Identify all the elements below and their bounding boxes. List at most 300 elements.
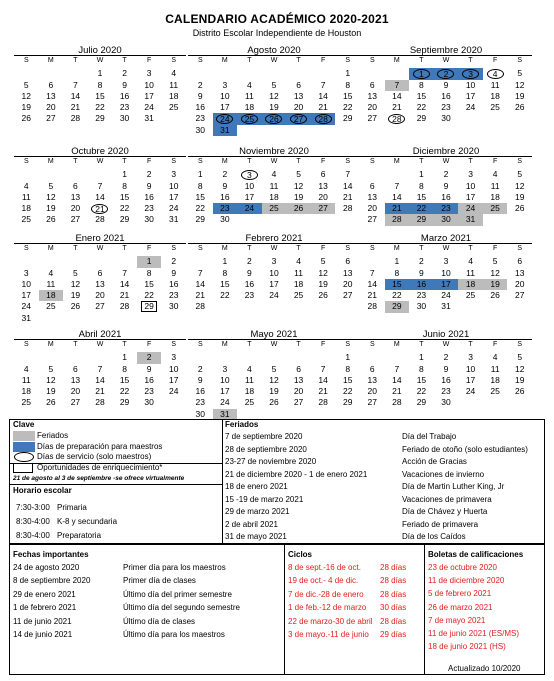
cycle-days: 28 días [380, 576, 407, 586]
calendar-day: 31 [441, 301, 451, 312]
calendar-day: 26 [286, 203, 311, 214]
day-header: T [419, 341, 424, 348]
calendar-day: 21 [367, 290, 378, 301]
calendar-day: 6 [296, 363, 301, 374]
report-card-date: 7 de mayo 2021 [428, 615, 486, 625]
day-header: S [369, 245, 375, 252]
calendar-day: 15 [119, 191, 130, 202]
calendar-day: 3 [171, 352, 177, 363]
calendar-day: 21 [95, 386, 105, 397]
calendar-day: 20 [367, 203, 378, 214]
cycle-range: 22 de marzo-30 de abril [288, 616, 373, 626]
schedule-time: 7:30-3:00 [16, 503, 50, 512]
month-calendar [360, 46, 532, 128]
calendar-day: 13 [46, 90, 56, 101]
report-cards-heading: Boletas de calificaciones [428, 550, 524, 559]
calendar-day: 27 [367, 397, 378, 408]
calendar-day: 13 [367, 374, 378, 385]
holiday-date: 15 -19 de marzo 2021 [225, 494, 304, 504]
calendar-day: 9 [222, 180, 228, 191]
calendar-day: 10 [168, 363, 179, 374]
cycle-days: 28 días [380, 589, 407, 599]
calendar-day: 1 [222, 256, 228, 267]
calendar-day: 20 [318, 191, 328, 202]
calendar-day: 15 [144, 278, 154, 289]
calendar-day: 22 [342, 386, 353, 397]
calendar-day: 14 [95, 191, 105, 202]
day-header: M [47, 341, 54, 348]
calendar-day: 7 [97, 363, 103, 374]
calendar-day: 20 [342, 278, 353, 289]
calendar-day: 24 [213, 113, 238, 124]
calendar-day: 17 [434, 279, 459, 290]
calendar-day: 7 [97, 180, 103, 191]
calendar-day: 4 [171, 68, 177, 79]
cycle-range: 8 de sept.-16 de oct. [288, 563, 361, 572]
holiday-date: 29 de marzo 2021 [225, 507, 290, 516]
calendar-day: 11 [490, 79, 500, 90]
calendar-day: 8 [122, 363, 127, 374]
month-calendar [14, 147, 186, 229]
calendar-day: 30 [416, 301, 427, 312]
day-header: T [122, 341, 127, 348]
divider [9, 484, 222, 485]
calendar-day: 29 [416, 397, 427, 408]
day-header: F [146, 341, 152, 348]
calendar-day: 7 [320, 363, 326, 374]
calendar-day: 6 [369, 363, 375, 374]
calendar-day: 29 [409, 214, 434, 225]
calendar-day: 26 [514, 386, 525, 397]
day-header: F [492, 57, 498, 64]
day-header: W [442, 57, 450, 64]
calendar-day: 7 [320, 79, 326, 90]
calendar-day: 2 [443, 169, 449, 180]
legend-heading: Clave [13, 420, 35, 429]
schedule-label: K-8 y secundaria [57, 517, 118, 526]
holiday-date: 7 de septiembre 2020 [225, 432, 303, 441]
calendar-day: 8 [122, 180, 127, 191]
cycle-days: 28 días [380, 616, 407, 626]
day-header: F [146, 158, 152, 165]
day-header: S [197, 341, 203, 348]
day-header: M [393, 158, 400, 165]
calendar-day: 30 [119, 113, 130, 124]
calendar-day: 14 [367, 278, 378, 289]
cycle-range: 1 de feb.-12 de marzo [288, 603, 367, 613]
calendar-day: 1 [419, 169, 424, 180]
calendar-day: 6 [97, 267, 103, 278]
calendar-day: 25 [293, 290, 304, 301]
calendar-day: 1 [197, 169, 203, 180]
calendar-day: 28 [385, 113, 410, 124]
important-date: 11 de junio 2021 [13, 616, 72, 626]
calendar-day: 1 [137, 256, 162, 267]
day-header: S [197, 245, 203, 252]
calendar-day: 23 [195, 113, 206, 124]
calendar-day: 1 [345, 352, 351, 363]
calendar-day: 4 [23, 180, 29, 191]
calendar-day: 10 [465, 79, 476, 90]
calendar-day: 3 [468, 169, 473, 180]
calendar-day: 5 [492, 256, 498, 267]
holiday-name: Día del Trabajo [402, 432, 457, 441]
month-name: Junio 2021 [360, 330, 532, 340]
day-header: S [23, 158, 29, 165]
calendar-day: 15 [342, 374, 353, 385]
calendar-day: 24 [168, 386, 179, 397]
day-header: S [369, 341, 375, 348]
day-header: W [96, 57, 104, 64]
schedule-label: Preparatoria [57, 531, 102, 540]
calendar-day: 20 [293, 102, 304, 113]
calendar-day: 22 [119, 203, 130, 214]
calendar-day: 25 [465, 290, 476, 301]
day-header: M [47, 245, 54, 252]
calendar-day: 14 [318, 374, 328, 385]
schedule-heading: Horario escolar [13, 486, 72, 495]
day-header: S [23, 57, 29, 64]
calendar-day: 21 [88, 203, 113, 214]
important-desc: Primer día para los maestros [123, 563, 226, 572]
important-heading: Fechas importantes [13, 550, 89, 559]
calendar-day: 3 [146, 68, 152, 79]
day-header: S [345, 158, 351, 165]
calendar-day: 27 [70, 397, 81, 408]
calendar-day: 9 [197, 90, 203, 101]
calendar-day: 22 [144, 290, 154, 301]
calendar-day: 12 [490, 267, 500, 278]
calendar-day: 21 [195, 290, 206, 301]
calendar-day: 2 [122, 68, 127, 79]
calendar-day: 1 [409, 68, 434, 79]
calendar-day: 12 [269, 90, 279, 101]
calendar-day: 6 [48, 79, 54, 90]
day-header: S [23, 341, 29, 348]
month-calendar [188, 147, 360, 229]
holiday-date: 23-27 de noviembre 2020 [225, 457, 317, 466]
holiday-swatch [13, 431, 35, 441]
calendar-day: 12 [46, 374, 56, 385]
calendar-day: 21 [70, 102, 81, 113]
day-header: T [419, 57, 424, 64]
cycle-range: 3 de mayo.-11 de junio [288, 630, 369, 639]
calendar-day: 16 [441, 191, 451, 202]
important-date: 24 de agosto 2020 [13, 563, 80, 572]
calendar-day: 18 [168, 90, 179, 101]
calendar-day: 7 [394, 363, 400, 374]
calendar-day: 8 [197, 180, 203, 191]
day-header: M [221, 245, 228, 252]
calendar-day: 20 [95, 290, 105, 301]
calendar-day: 19 [46, 386, 56, 397]
calendar-day: 29 [119, 214, 130, 225]
service-circle-icon [14, 452, 34, 462]
calendar-day: 11 [294, 267, 303, 278]
holiday-name: Feriado de otoño (solo estudiantes) [402, 444, 528, 454]
calendar-day: 8 [419, 79, 424, 90]
month-calendar [188, 45, 360, 135]
calendar-day: 11 [490, 180, 500, 191]
calendar-day: 21 [318, 386, 328, 397]
calendar-day: 22 [416, 102, 427, 113]
calendar-day: 4 [271, 169, 277, 180]
calendar-day: 14 [318, 90, 328, 101]
calendar-day: 24 [21, 301, 32, 312]
calendar-day: 24 [269, 290, 279, 301]
month-name: Febrero 2021 [188, 234, 360, 244]
calendar-day: 19 [269, 102, 279, 113]
calendar-day: 19 [514, 191, 525, 202]
day-header: T [468, 57, 473, 64]
enrichment-box-icon [13, 463, 33, 473]
day-header: S [197, 57, 203, 64]
month-name: Marzo 2021 [360, 234, 532, 244]
calendar-day: 6 [73, 363, 78, 374]
month-name: Septiembre 2020 [360, 46, 532, 56]
calendar-day: 9 [146, 363, 152, 374]
calendar-day: 4 [483, 68, 508, 79]
day-header: W [270, 245, 278, 252]
calendar-day: 15 [119, 374, 130, 385]
calendar-day: 8 [222, 267, 228, 278]
calendar-day: 4 [296, 256, 301, 267]
calendar-day: 7 [122, 267, 127, 278]
calendar-day: 26 [490, 290, 500, 301]
calendar-day: 16 [409, 279, 434, 290]
calendar-day: 29 [195, 214, 206, 225]
calendar-day: 13 [70, 191, 81, 202]
month-name: Mayo 2021 [188, 330, 360, 340]
month-name: Abril 2021 [14, 330, 186, 340]
calendar-day: 22 [342, 102, 353, 113]
legend-prep: Días de preparación para maestros [37, 442, 163, 451]
calendar-day: 16 [119, 90, 130, 101]
month-calendar [360, 147, 532, 229]
divider [222, 419, 223, 544]
calendar-day: 25 [21, 397, 32, 408]
calendar-day: 21 [119, 290, 130, 301]
calendar-day: 13 [70, 374, 81, 385]
calendar-day: 5 [48, 363, 54, 374]
important-date: 14 de junio 2021 [13, 630, 73, 639]
calendar-day: 1 [122, 352, 127, 363]
calendar-day: 24 [441, 290, 451, 301]
schedule-time: 8:30-4:00 [16, 531, 50, 540]
calendar-day: 4 [492, 352, 498, 363]
important-desc: Último día del segundo semestre [123, 603, 240, 613]
calendar-day: 8 [97, 79, 103, 90]
calendar-day: 4 [247, 79, 252, 90]
calendar-day: 25 [262, 203, 287, 214]
calendar-day: 14 [95, 374, 105, 385]
month-calendar [188, 234, 360, 316]
month-calendar [14, 46, 186, 128]
calendar-day: 3 [468, 352, 473, 363]
calendar-day: 1 [419, 352, 424, 363]
day-header: T [73, 57, 78, 64]
calendar-day: 4 [23, 363, 29, 374]
important-date: 1 de febrero 2021 [13, 603, 77, 613]
calendar-day: 28 [367, 301, 378, 312]
calendar-day: 5 [73, 267, 78, 278]
calendar-day: 18 [244, 386, 255, 397]
calendar-day: 6 [320, 169, 326, 180]
calendar-day: 3 [271, 256, 277, 267]
calendar-day: 31 [213, 409, 238, 420]
calendar-day: 14 [195, 278, 206, 289]
calendar-day: 13 [95, 278, 105, 289]
day-header: M [221, 158, 228, 165]
calendar-day: 18 [490, 374, 500, 385]
day-header: T [247, 245, 252, 252]
calendar-day: 14 [392, 191, 402, 202]
calendar-day: 24 [220, 397, 230, 408]
holiday-date: 31 de mayo 2021 [225, 532, 287, 541]
calendar-day: 9 [146, 180, 152, 191]
day-header: S [517, 245, 523, 252]
calendar-day: 12 [46, 191, 56, 202]
calendar-day: 12 [293, 180, 304, 191]
calendar-day: 11 [269, 180, 279, 191]
holiday-date: 21 de diciembre 2020 - 1 de enero 2021 [225, 469, 368, 479]
calendar-day: 28 [95, 214, 105, 225]
updated-note: Actualizado 10/2020 [448, 664, 521, 673]
calendar-day: 17 [21, 290, 32, 301]
holiday-name: Día de Chávez y Huerta [402, 507, 488, 516]
important-date: 8 de septiembre 2020 [13, 576, 91, 586]
day-header: T [419, 158, 424, 165]
calendar-day: 28 [392, 397, 402, 408]
day-header: T [468, 158, 473, 165]
calendar-day: 26 [269, 397, 279, 408]
calendar-day: 23 [441, 386, 451, 397]
day-header: S [171, 341, 177, 348]
calendar-day: 20 [367, 102, 378, 113]
month-name: Agosto 2020 [188, 46, 360, 56]
calendar-day: 17 [168, 191, 179, 202]
calendar-day: 1 [122, 169, 127, 180]
day-header: T [122, 245, 127, 252]
report-card-date: 18 de junio 2021 (HS) [428, 642, 506, 652]
day-header: M [221, 341, 228, 348]
calendar-day: 11 [466, 267, 475, 278]
calendar-day: 23 [144, 386, 154, 397]
important-desc: Último día de clases [123, 616, 196, 626]
calendar-day: 14 [119, 278, 130, 289]
calendar-day: 24 [237, 203, 262, 214]
calendar-day: 17 [220, 102, 230, 113]
calendar-day: 5 [271, 363, 277, 374]
report-card-date: 26 de marzo 2021 [428, 602, 493, 612]
calendar-day: 27 [367, 214, 378, 225]
calendar-day: 21 [318, 102, 328, 113]
calendar-day: 2 [171, 256, 177, 267]
calendar-day: 10 [465, 363, 476, 374]
calendar-day: 16 [441, 90, 451, 101]
calendar-day: 21 [385, 203, 410, 214]
report-card-date: 23 de octubre 2020 [428, 563, 497, 572]
calendar-day: 29 [119, 397, 130, 408]
day-header: S [369, 57, 375, 64]
calendar-day: 23 [416, 290, 427, 301]
calendar-day: 26 [514, 102, 525, 113]
month-calendar [360, 234, 532, 316]
calendar-day: 9 [443, 180, 449, 191]
calendar-day: 28 [385, 214, 410, 225]
calendar-day: 8 [419, 180, 424, 191]
cycle-days: 30 días [380, 603, 407, 613]
calendar-day: 27 [70, 214, 81, 225]
calendar-day: 23 [441, 102, 451, 113]
day-header: T [419, 245, 424, 252]
calendar-day: 2 [197, 79, 203, 90]
calendar-day: 9 [419, 267, 424, 278]
calendar-day: 7 [385, 80, 410, 91]
calendar-day: 30 [168, 301, 179, 312]
prep-swatch [13, 442, 35, 452]
day-header: T [468, 245, 473, 252]
day-header: W [96, 158, 104, 165]
day-header: S [345, 341, 351, 348]
day-header: S [171, 158, 177, 165]
calendar-day: 25 [21, 214, 32, 225]
calendar-day: 2 [146, 169, 152, 180]
day-header: M [47, 158, 54, 165]
calendar-day: 23 [168, 290, 179, 301]
calendar-day: 10 [244, 180, 255, 191]
calendar-day: 31 [168, 214, 179, 225]
day-header: F [320, 245, 326, 252]
calendar-day: 28 [119, 301, 130, 312]
calendar-day: 5 [517, 68, 523, 79]
calendar-day: 5 [48, 180, 54, 191]
calendar-day: 25 [483, 203, 508, 214]
calendar-day: 15 [416, 90, 427, 101]
calendar-day: 21 [392, 386, 402, 397]
legend-note: 21 de agosto al 3 de septiembre -se ofrece virtualmente [13, 475, 185, 482]
day-header: S [197, 158, 203, 165]
schedule-time: 8:30-4:00 [16, 517, 50, 526]
calendar-day: 31 [213, 125, 238, 136]
legend-service: Días de servicio (solo maestros) [37, 452, 152, 461]
calendar-day: 25 [237, 113, 262, 124]
day-header: F [320, 341, 326, 348]
calendar-day: 17 [168, 374, 179, 385]
calendar-day: 13 [318, 180, 328, 191]
calendar-day: 20 [514, 278, 525, 289]
day-header: S [345, 57, 351, 64]
calendar-day: 24 [168, 203, 179, 214]
calendar-day: 7 [345, 169, 351, 180]
day-header: W [442, 341, 450, 348]
calendar-day: 30 [195, 408, 206, 419]
calendar-day: 26 [70, 301, 81, 312]
calendar-day: 22 [220, 290, 230, 301]
calendar-day: 20 [293, 386, 304, 397]
day-header: W [96, 341, 104, 348]
calendar-day: 3 [171, 169, 177, 180]
calendar-day: 30 [434, 214, 459, 225]
calendar-day: 24 [144, 102, 154, 113]
calendar-day: 25 [46, 301, 56, 312]
holiday-name: Vacaciones de invierno [402, 469, 485, 479]
calendar-day: 16 [220, 191, 230, 202]
calendar-day: 1 [345, 68, 351, 79]
calendar-day: 30 [195, 124, 206, 135]
calendar-day: 23 [244, 290, 255, 301]
calendar-day: 22 [119, 386, 130, 397]
